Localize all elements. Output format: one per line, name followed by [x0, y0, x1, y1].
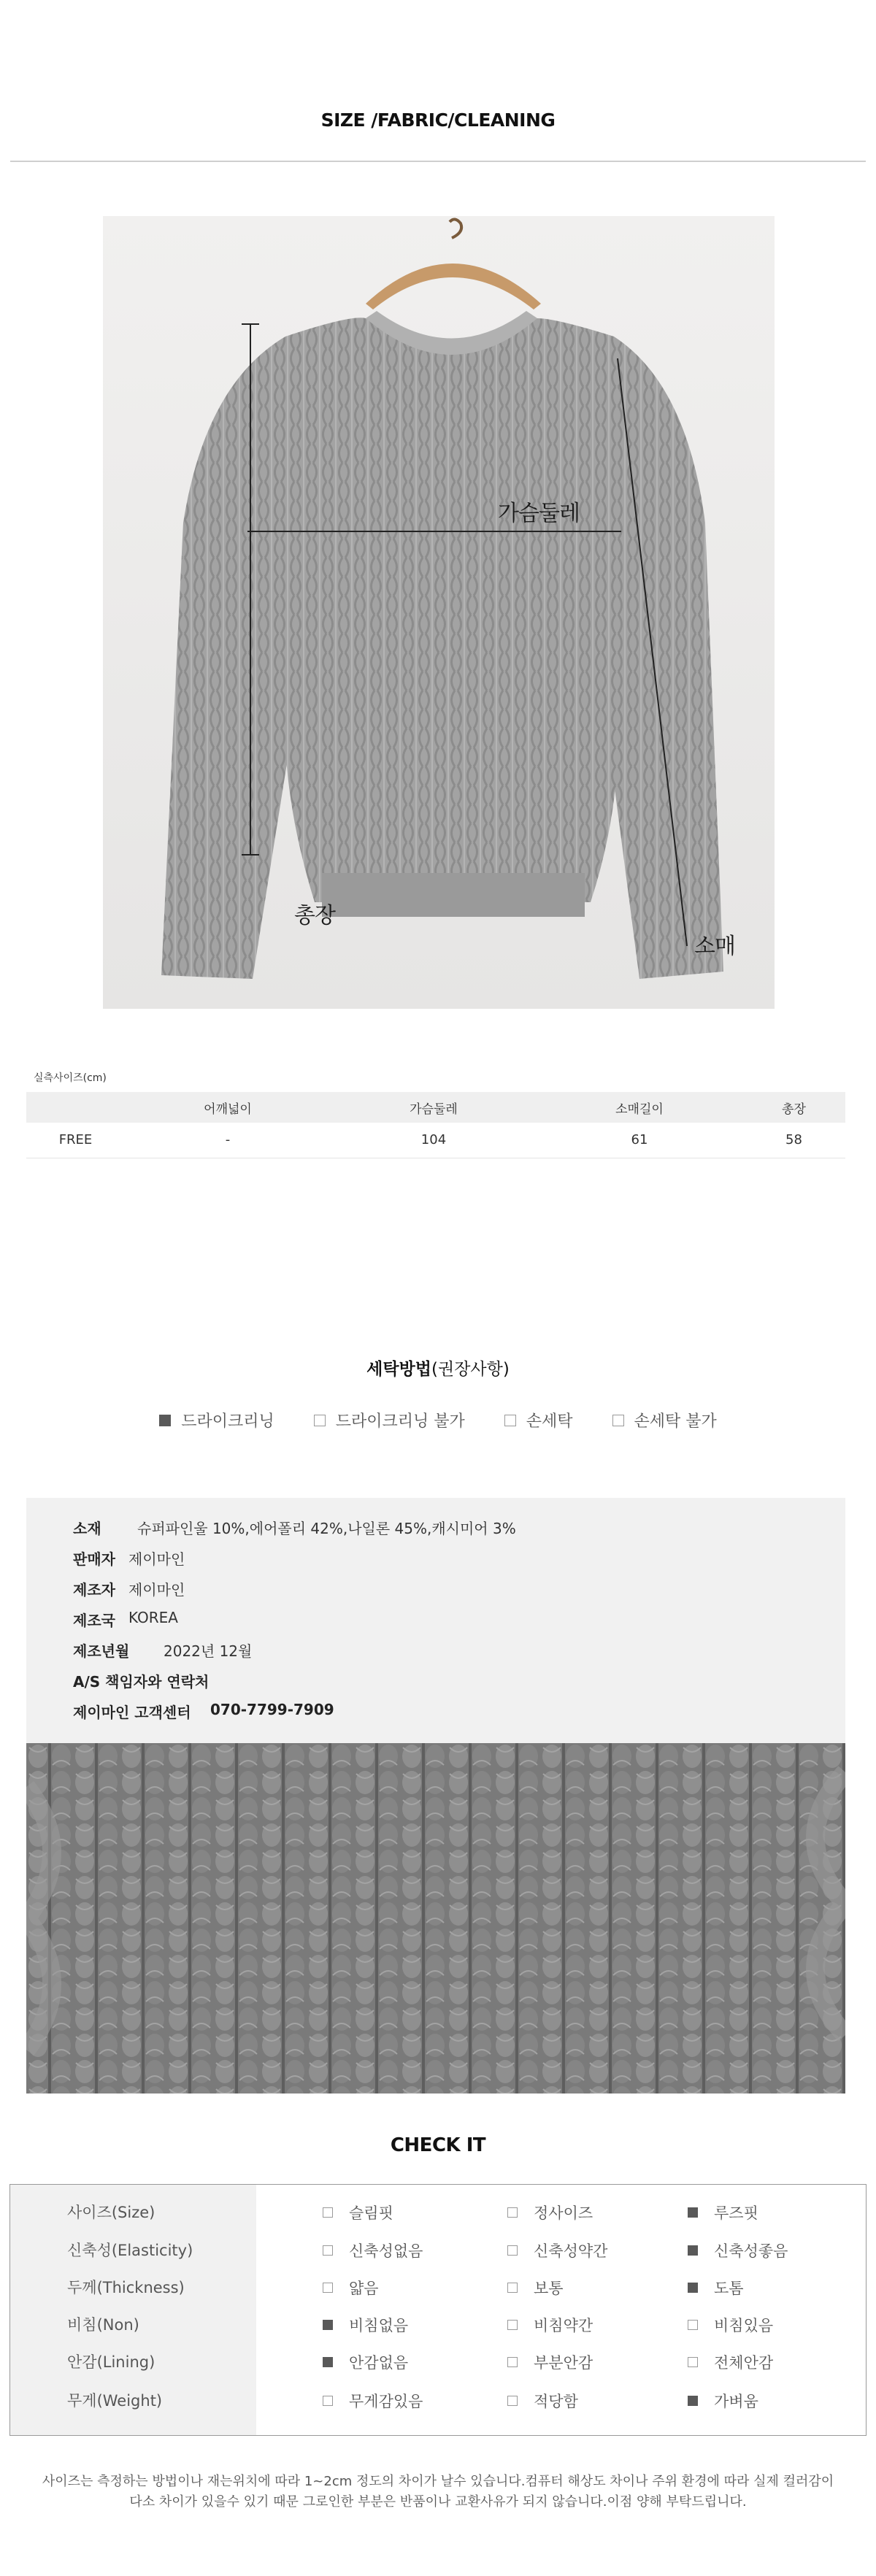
product-info-panel	[26, 1498, 845, 1743]
check-label: 사이즈(Size)	[67, 2204, 155, 2221]
check-row-size	[10, 2191, 866, 2229]
info-seller	[73, 1547, 185, 1569]
check-option-label: 부분안감	[534, 2354, 593, 2372]
washing-option-label: 드라이크리닝 불가	[335, 1412, 465, 1431]
washing-option-no-hand	[612, 1409, 717, 1431]
info-as	[73, 1670, 209, 1691]
size-cell-size: FREE	[26, 1123, 125, 1158]
checkbox-empty-icon	[507, 2320, 518, 2330]
info-date	[73, 1639, 252, 1661]
checkbox-empty-icon	[507, 2396, 518, 2406]
size-table	[26, 1092, 845, 1158]
check-option	[688, 2239, 788, 2261]
washing-options	[0, 1409, 876, 1431]
sweater-illustration	[103, 216, 775, 1009]
check-label: 두께(Thickness)	[67, 2279, 185, 2296]
checkbox-empty-icon	[507, 2245, 518, 2256]
size-cell-shoulder: -	[125, 1123, 331, 1158]
divider	[10, 161, 866, 162]
washing-title-main: 세탁방법	[366, 1360, 432, 1379]
info-key: 소재	[73, 1520, 101, 1537]
check-option	[507, 2390, 578, 2412]
info-value: 제이마인	[128, 1550, 185, 1568]
check-option-label: 신축성없음	[349, 2242, 423, 2260]
check-option-label: 신축성약간	[534, 2242, 608, 2260]
check-option	[507, 2314, 593, 2336]
check-row-lining	[10, 2340, 866, 2378]
check-option-label: 안감없음	[349, 2354, 409, 2372]
checkbox-empty-icon	[507, 2283, 518, 2293]
washing-title-sub: (권장사항)	[431, 1360, 510, 1379]
disclaimer-line: 사이즈는 측정하는 방법이나 재는위치에 따라 1~2cm 정도의 차이가 날수 있습니다.컴퓨터 해상도 차이나 주위 환경에 따라 실제 컬러감이	[42, 2474, 834, 2489]
check-label: 안감(Lining)	[67, 2353, 155, 2371]
length-label: 총장	[294, 903, 335, 928]
washing-option-dry	[159, 1409, 274, 1431]
check-option	[688, 2202, 758, 2223]
check-option	[323, 2351, 408, 2373]
checkbox-empty-icon	[323, 2245, 333, 2256]
info-key: 제조국	[73, 1612, 115, 1629]
checkbox-empty-icon	[688, 2320, 698, 2330]
check-option-label: 비침있음	[714, 2317, 774, 2334]
sleeve-label: 소매	[694, 934, 735, 959]
check-option-label: 가벼움	[714, 2393, 758, 2410]
checkbox-empty-icon	[688, 2357, 698, 2367]
fabric-closeup-photo	[26, 1743, 845, 2094]
check-option-label: 전체안감	[714, 2354, 774, 2372]
check-it-title: CHECK IT	[390, 2134, 486, 2156]
check-row-elasticity	[10, 2229, 866, 2267]
checkbox-empty-icon	[507, 2207, 518, 2218]
info-key: 제조자	[73, 1581, 115, 1599]
washing-option-label: 손세탁	[526, 1412, 573, 1431]
check-row-thickness	[10, 2266, 866, 2304]
check-option-label: 얇음	[349, 2280, 379, 2297]
checkbox-checked-icon	[688, 2245, 698, 2256]
check-option-label: 신축성좋음	[714, 2242, 788, 2260]
check-label: 신축성(Elasticity)	[67, 2242, 193, 2259]
checkbox-empty-icon	[323, 2283, 333, 2293]
info-country	[73, 1609, 178, 1630]
checkbox-empty-icon	[504, 1415, 516, 1426]
size-cell-chest: 104	[331, 1123, 537, 1158]
check-option	[323, 2390, 423, 2412]
table-row	[26, 1123, 845, 1158]
check-option	[688, 2351, 773, 2373]
check-option-label: 도톰	[714, 2280, 744, 2297]
check-option	[507, 2351, 593, 2373]
page-title: SIZE /FABRIC/CLEANING	[320, 109, 556, 131]
size-header-sleeve: 소매길이	[537, 1092, 742, 1123]
disclaimer-note	[0, 2472, 876, 2512]
check-option-label: 보통	[534, 2280, 564, 2297]
washing-option-label: 손세탁 불가	[634, 1412, 717, 1431]
checkbox-checked-icon	[688, 2396, 698, 2406]
size-table-caption: 실측사이즈(cm)	[34, 1072, 107, 1084]
info-center	[73, 1701, 334, 1722]
washing-title	[0, 1356, 876, 1380]
check-option-label: 슬림핏	[349, 2204, 393, 2222]
info-key: A/S 책임자와 연락처	[73, 1673, 210, 1691]
check-option-label: 루즈핏	[714, 2204, 758, 2222]
check-option	[507, 2239, 607, 2261]
checkbox-checked-icon	[323, 2357, 333, 2367]
check-option	[688, 2277, 744, 2299]
size-cell-length: 58	[742, 1123, 845, 1158]
checkbox-empty-icon	[323, 2396, 333, 2406]
checkbox-checked-icon	[688, 2283, 698, 2293]
checkbox-checked-icon	[159, 1415, 171, 1426]
info-value: KOREA	[128, 1609, 178, 1626]
washing-option-hand	[504, 1409, 573, 1431]
check-option	[688, 2314, 773, 2336]
check-option	[507, 2202, 593, 2223]
check-option	[323, 2277, 379, 2299]
size-header-shoulder: 어깨넓이	[125, 1092, 331, 1123]
check-option-label: 적당함	[534, 2393, 578, 2410]
checkbox-empty-icon	[612, 1415, 624, 1426]
washing-option-no-dry	[314, 1409, 465, 1431]
check-option-label: 비침없음	[349, 2317, 409, 2334]
check-option	[323, 2239, 423, 2261]
info-key: 제이마인 고객센터	[73, 1704, 191, 1721]
info-value: 제이마인	[128, 1581, 185, 1599]
checkbox-checked-icon	[688, 2207, 698, 2218]
check-option-label: 정사이즈	[534, 2204, 593, 2222]
product-photo	[103, 216, 775, 1009]
chest-label: 가슴둘레	[498, 501, 580, 526]
size-header-blank	[26, 1092, 125, 1123]
checkbox-empty-icon	[507, 2357, 518, 2367]
info-material	[73, 1517, 516, 1538]
disclaimer-line: 다소 차이가 있을수 있기 때문 그로인한 부분은 반품이나 교환사유가 되지 않습니다.이점 양해 부탁드립니다.	[129, 2494, 747, 2510]
knit-texture	[26, 1743, 845, 2094]
size-header-chest: 가슴둘레	[331, 1092, 537, 1123]
washing-option-label: 드라이크리닝	[181, 1412, 274, 1431]
info-value: 슈퍼파인울 10%,에어폴리 42%,나일론 45%,캐시미어 3%	[137, 1520, 516, 1537]
info-maker	[73, 1578, 185, 1599]
checkbox-empty-icon	[314, 1415, 326, 1426]
check-option	[323, 2202, 393, 2223]
info-key: 제조년월	[73, 1642, 130, 1660]
check-option-label: 무게감있음	[349, 2393, 423, 2410]
checkbox-checked-icon	[323, 2320, 333, 2330]
check-option	[507, 2277, 564, 2299]
size-cell-sleeve: 61	[537, 1123, 742, 1158]
size-table-header-row	[26, 1092, 845, 1123]
check-label: 비침(Non)	[67, 2316, 139, 2334]
info-key: 판매자	[73, 1550, 115, 1568]
checkbox-empty-icon	[323, 2207, 333, 2218]
check-option	[323, 2314, 408, 2336]
check-row-non	[10, 2303, 866, 2341]
check-label: 무게(Weight)	[67, 2392, 163, 2410]
info-value: 2022년 12월	[164, 1642, 253, 1660]
check-option	[688, 2390, 758, 2412]
check-row-weight	[10, 2379, 866, 2417]
check-it-table	[9, 2184, 867, 2436]
check-option-label: 비침약간	[534, 2317, 593, 2334]
size-header-length: 총장	[742, 1092, 845, 1123]
info-value: 070-7799-7909	[210, 1701, 334, 1718]
